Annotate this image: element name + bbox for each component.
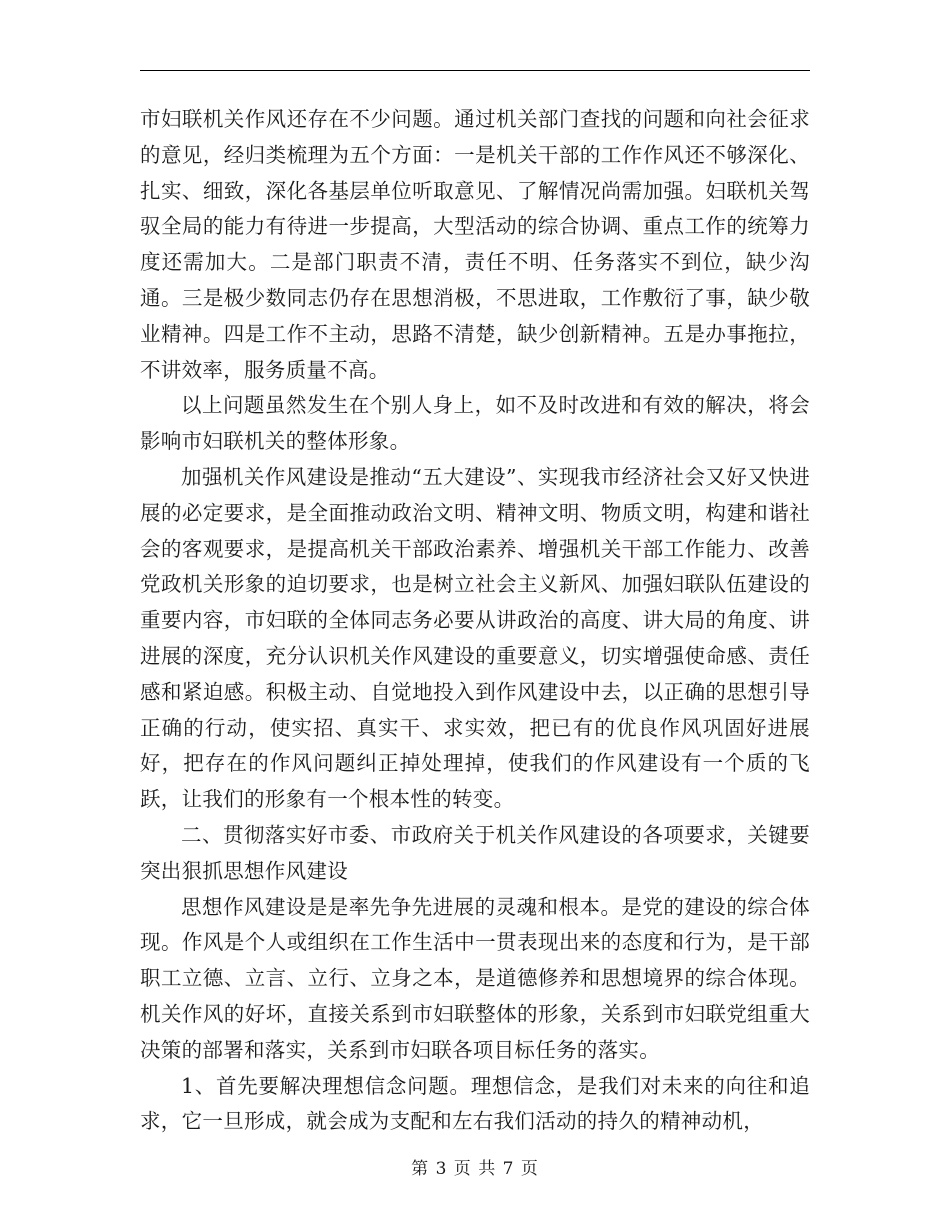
paragraph-3: 加强机关作风建设是推动“五大建设”、实现我市经济社会又好又快进展的必定要求，是全面推动政治文明、精神文明、物质文明，构建和谐社会的客观要求，是提高机关干部政治素养、增强机关干部工作能力、改善党政机关形象的迫切要求，也是树立社会主义新风、加强妇联队伍建设的重要内容，市妇联的全体同志务必要从讲政治的高度、讲大局的角度、讲进展的深度，充分认识机关作风建设的重要意义，切实增强使命感、责任感和紧迫感。积极主动、自觉地投入到作风建设中去，以正确的思想引导正确的行动，使实招、真实干、求实效，把已有的优良作风巩固好进展好，把存在的作风问题纠正掉处理掉，使我们的作风建设有一个质的飞跃，让我们的形象有一个根本性的转变。 (140, 464, 810, 812)
header-rule (140, 70, 810, 71)
paragraph-4: 思想作风建设是是率先争先进展的灵魂和根本。是党的建设的综合体现。作风是个人或组织在工作生活中一贯表现出来的态度和行为，是干部职工立德、立言、立行、立身之本，是道德修养和思想境界的综合体现。机关作风的好坏，直接关系到市妇联整体的形象，关系到市妇联党组重大决策的部署和落实，关系到市妇联各项目标任务的落实。 (140, 894, 810, 1062)
paragraph-5: 1、首先要解决理想信念问题。理想信念，是我们对未来的向往和追求，它一旦形成，就会成为支配和左右我们活动的持久的精神动机， (140, 1073, 810, 1134)
paragraph-1: 市妇联机关作风还存在不少问题。通过机关部门查找的问题和向社会征求的意见，经归类梳理为五个方面：一是机关干部的工作作风还不够深化、扎实、细致，深化各基层单位听取意见、了解情况尚需加强。妇联机关驾驭全局的能力有待进一步提高，大型活动的综合协调、重点工作的统筹力度还需加大。二是部门职责不清，责任不明、任务落实不到位，缺少沟通。三是极少数同志仍存在思想消极，不思进取，工作敷衍了事，缺少敬业精神。四是工作不主动，思路不清楚，缺少创新精神。五是办事拖拉，不讲效率，服务质量不高。 (140, 107, 810, 382)
paragraph-2: 以上问题虽然发生在个别人身上，如不及时改进和有效的解决，将会影响市妇联机关的整体形象。 (140, 393, 810, 454)
document-body (140, 102, 810, 1140)
page-number: 第 3 页 共 7 页 (411, 1159, 539, 1179)
section-heading: 二、贯彻落实好市委、市政府关于机关作风建设的各项要求，关键要突出狠抓思想作风建设 (140, 822, 810, 883)
